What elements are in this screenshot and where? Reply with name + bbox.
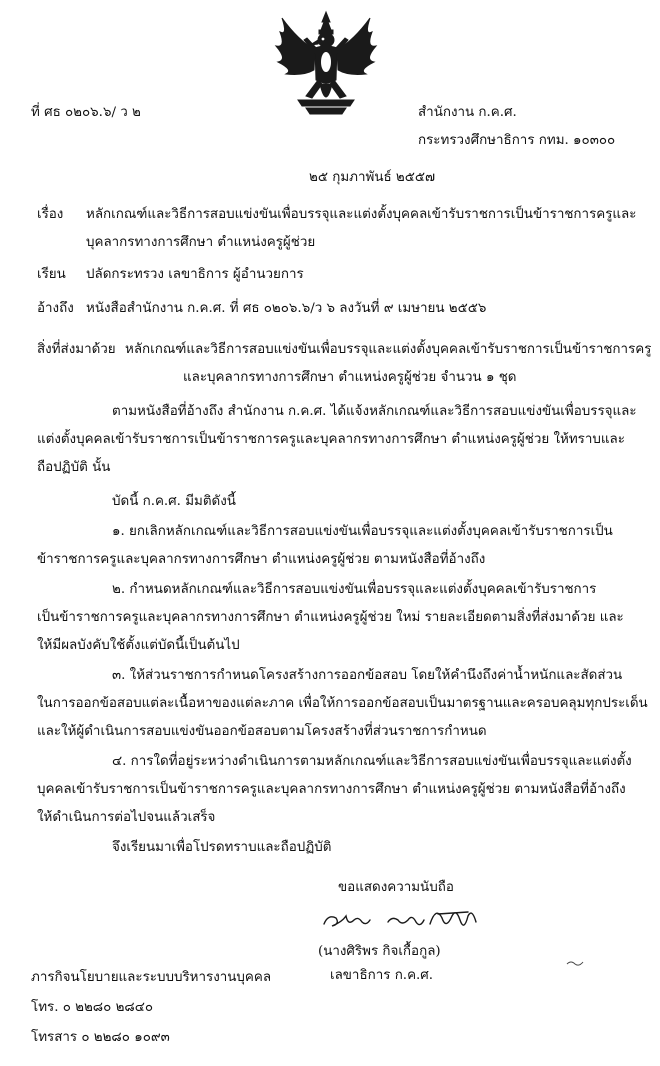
signatory-name: (นางศิริพร กิจเกื้อกูล) — [318, 944, 441, 959]
item-line: บุคคลเข้ารับราชการเป็นข้าราชการครูและบุคลากรทางการศึกษา ตำแหน่งครูผู้ช่วย ตามหนังสือที่อ้างถึง — [37, 782, 626, 797]
enclosure-line: หลักเกณฑ์และวิธีการสอบแข่งขันเพื่อบรรจุและแต่งตั้งบุคคลเข้ารับราชการเป็นข้าราชการครู — [125, 342, 652, 357]
signatory-title: เลขาธิการ ก.ค.ศ. — [330, 968, 434, 983]
item-line: ให้ดำเนินการต่อไปจนแล้วเสร็จ — [37, 810, 216, 825]
salutation: ขอแสดงความนับถือ — [338, 880, 454, 895]
subject-label: เรื่อง — [37, 207, 64, 222]
body-paragraph-line: ถือปฏิบัติ นั้น — [37, 460, 111, 475]
reference-number: ที่ ศธ ๐๒๐๖.๖/ ว ๒ — [31, 105, 141, 120]
recipient-value: ปลัดกระทรวง เลขาธิการ ผู้อำนวยการ — [86, 267, 304, 282]
footer-department: ภารกิจนโยบายและระบบบริหารงานบุคคล — [31, 970, 272, 985]
ministry-address: กระทรวงศึกษาธิการ กทม. ๑๐๓๐๐ — [418, 133, 616, 148]
item-line: ให้มีผลบังคับใช้ตั้งแต่บัดนี้เป็นต้นไป — [37, 638, 240, 653]
agency-name: สำนักงาน ก.ค.ศ. — [418, 105, 517, 120]
item-line: ๔. การใดที่อยู่ระหว่างดำเนินการตามหลักเกณฑ์และวิธีการสอบแข่งขันเพื่อบรรจุและแต่งตั้ง — [112, 754, 632, 769]
body-paragraph-line: แต่งตั้งบุคคลเข้ารับราชการเป็นข้าราชการครูและบุคลากรทางการศึกษา ตำแหน่งครูผู้ช่วย ให้ทราบและ — [37, 432, 625, 447]
item-line: ๓. ให้ส่วนราชการกำหนดโครงสร้างการออกข้อสอบ โดยให้คำนึงถึงค่าน้ำหนักและสัดส่วน — [112, 668, 623, 683]
item-line: ๒. กำหนดหลักเกณฑ์และวิธีการสอบแข่งขันเพื่อบรรจุและแต่งตั้งบุคคลเข้ารับราชการ — [112, 582, 597, 597]
item-line: ๑. ยกเลิกหลักเกณฑ์และวิธีการสอบแข่งขันเพื่อบรรจุและแต่งตั้งบุคคลเข้ารับราชการเป็น — [112, 524, 613, 539]
body-paragraph-line: ตามหนังสือที่อ้างถึง สำนักงาน ก.ค.ศ. ได้แจ้งหลักเกณฑ์และวิธีการสอบแข่งขันเพื่อบรรจุและ — [112, 404, 637, 419]
footer-phone: โทร. ๐ ๒๒๘๐ ๒๘๔๐ — [31, 1000, 154, 1015]
item-line: ข้าราชการครูและบุคลากรทางการศึกษา ตำแหน่งครูผู้ช่วย ตามหนังสือที่อ้างถึง — [37, 552, 486, 567]
reference-value: หนังสือสำนักงาน ก.ค.ศ. ที่ ศธ ๐๒๐๖.๖/ว ๖ ลงวันที่ ๙ เมษายน ๒๕๕๖ — [86, 301, 487, 316]
subject-line: หลักเกณฑ์และวิธีการสอบแข่งขันเพื่อบรรจุและแต่งตั้งบุคคลเข้ารับราชการเป็นข้าราชการครูและ — [86, 207, 637, 222]
item-line: ในการออกข้อสอบแต่ละเนื้อหาของแต่ละภาค เพื่อให้การออกข้อสอบเป็นมาตรฐานและครอบคลุมทุกประเด็น — [37, 696, 648, 711]
subject-line: บุคลากรทางการศึกษา ตำแหน่งครูผู้ช่วย — [86, 235, 316, 250]
item-line: เป็นข้าราชการครูและบุคลากรทางการศึกษา ตำแหน่งครูผู้ช่วย ใหม่ รายละเอียดตามสิ่งที่ส่งมาด้วย และ — [37, 610, 624, 625]
garuda-emblem-icon — [270, 10, 382, 116]
enclosure-line: และบุคลากรทางการศึกษา ตำแหน่งครูผู้ช่วย จำนวน ๑ ชุด — [183, 370, 517, 385]
resolution-heading: บัดนี้ ก.ค.ศ. มีมติดังนี้ — [112, 494, 236, 509]
recipient-label: เรียน — [37, 267, 66, 282]
item-line: และให้ผู้ดำเนินการสอบแข่งขันออกข้อสอบตามโครงสร้างที่ส่วนราชการกำหนด — [37, 724, 487, 739]
closing-line: จึงเรียนมาเพื่อโปรดทราบและถือปฏิบัติ — [112, 840, 332, 855]
reference-label: อ้างถึง — [37, 301, 74, 316]
handwritten-signature-icon — [318, 902, 498, 938]
letter-date: ๒๕ กุมภาพันธ์ ๒๕๕๗ — [309, 170, 436, 185]
stray-mark-icon — [565, 958, 585, 968]
footer-fax: โทรสาร ๐ ๒๒๘๐ ๑๐๙๓ — [31, 1030, 170, 1045]
enclosure-label: สิ่งที่ส่งมาด้วย — [37, 342, 116, 357]
